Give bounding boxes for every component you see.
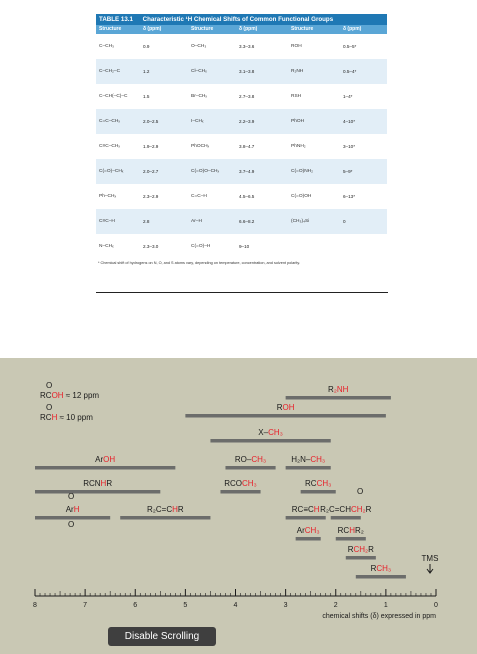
shift-range-bar [35,516,110,520]
aldehyde-label: RCH ≈ 10 ppm [40,413,93,422]
x-tick-label: 1 [383,602,388,609]
shift-range-bar [35,466,175,470]
structure-cell: Br–CHₓ [191,94,207,99]
shift-range-bar [35,490,160,494]
shift-range-bar [346,556,376,560]
shift-range-bar [220,490,260,494]
structure-cell: C≡C–CHₓ [99,144,120,149]
shift-cell: 3.8–4.7 [239,144,255,149]
bar-label: H₂N–CH₃ [291,455,326,464]
shift-cell: 0.5–5* [343,44,357,49]
shift-range-bar [225,466,275,470]
shift-cell: 6.6–8.2 [239,219,255,224]
structure-cell: C(=O)NH₂ [291,169,313,174]
table-title-bar [96,14,387,25]
table-title: Characteristic ¹H Chemical Shifts of Common Functional Groups [142,16,334,23]
table-row [96,134,387,159]
structure-cell: PhOCHₓ [191,144,210,149]
table-row [96,34,387,59]
bar-label: RCCH₃ [305,479,332,488]
structure-cell: C=C–H [191,194,207,199]
bar-label: RCH₂R [347,545,374,554]
table-header-row [96,25,387,34]
chemical-shift-chart [0,358,477,654]
shift-cell: 6–13* [343,194,356,199]
bar-label: X–CH₃ [258,428,283,437]
shift-cell: 2.3–3.0 [143,244,159,249]
bar-label: R₂C=CHCH₂R [320,505,372,514]
structure-cell: (CH₃)₄Si [291,219,310,224]
labels-layer [40,381,438,573]
shift-cell: 1.5 [143,94,150,99]
table-body [96,34,387,259]
structure-cell: Ar–H [191,219,202,224]
table-row [96,59,387,84]
table-row [96,234,387,259]
bar-label: RC≡CH [291,505,320,514]
table-bottom-rule [96,292,388,293]
shift-cell: 2.3–2.9 [143,194,159,199]
bar-label: R₂C=CHR [146,505,184,514]
structure-cell: PhOH [291,119,305,124]
shift-range-bar [296,537,321,541]
bar-label: RCHR₂ [337,526,364,535]
table-number: TABLE 13.1 [99,16,133,23]
table-row [96,209,387,234]
disable-scrolling-button[interactable]: Disable Scrolling [108,627,216,646]
carbonyl-oxygen-mark: O [46,403,53,412]
shift-range-bar [356,575,406,579]
structure-cell: PhNH₂ [291,144,306,149]
tms-label: TMS [421,554,439,563]
shift-cell: 1.9–2.9 [143,144,159,149]
shift-cell: 2.2–3.9 [239,119,255,124]
shift-cell: 3–10* [343,144,356,149]
shift-range-bar [210,439,330,443]
x-tick-label: 8 [33,602,37,609]
shift-range-bar [336,537,366,541]
bar-label: ArCH₃ [296,526,320,535]
structure-cell: I–CHₓ [191,119,204,124]
carbonyl-oxygen-mark: O [357,487,364,496]
table-row [96,159,387,184]
shift-cell: 9–10 [239,244,250,249]
bar-label: R₂NH [328,385,349,394]
x-tick-label: 4 [233,602,238,609]
bar-label: RCH₃ [370,564,392,573]
carboxylic-acid-label: RCOH ≈ 12 ppm [40,391,100,400]
table-row [96,84,387,109]
table-row [96,184,387,209]
structure-cell: Cl–CHₓ [191,69,207,74]
x-tick-label: 5 [183,602,188,609]
structure-cell: C(=O)O–CHₓ [191,169,220,174]
shift-cell: 4–10* [343,119,356,124]
carbonyl-oxygen-mark: O [68,492,75,501]
shift-cell: 0.9 [143,44,150,49]
structure-cell: N–CHₓ [99,244,114,249]
shift-cell: 2.0–2.5 [143,119,159,124]
shift-cell: 3.1–3.8 [239,69,255,74]
x-tick-label: 2 [333,602,338,609]
shift-range-bar [301,490,336,494]
structure-cell: C≡C–H [99,219,115,224]
bar-label: RCOCH₃ [224,479,257,488]
structure-cell: ROH [291,44,302,49]
bar-label: ROH [276,403,295,412]
structure-cell: C(=O)–CHₓ [99,169,124,174]
shift-cell: 3.3–3.6 [239,44,255,49]
shift-range-bar [185,414,386,418]
shift-cell: 2.0–2.7 [143,169,159,174]
shift-range-bar [120,516,210,520]
header-structure-3: Structure [291,26,314,32]
bar-label: ArOH [95,455,116,464]
header-shift-3: δ (ppm) [343,26,362,32]
structure-cell: C–CH(–C)–C [99,94,128,99]
bar-label: RCNHR [83,479,113,488]
shift-table [96,14,387,265]
x-axis-label: chemical shifts (δ) expressed in ppm [322,613,436,620]
header-shift-2: δ (ppm) [239,26,258,32]
carbonyl-oxygen-mark: O [68,520,75,529]
bar-label: RO–CH₃ [234,455,267,464]
x-tick-label: 6 [133,602,138,609]
table-footnote: * Chemical shift of hydrogens on N, O, and S atoms vary, depending on temperature, concentration, and solvent polarity. [98,261,301,265]
shift-cell: 2.8 [143,219,150,224]
structure-cell: O–CH₃ [191,44,207,49]
shift-cell: 5–9* [343,169,353,174]
shift-cell: 4.5–6.5 [239,194,255,199]
shift-cell: 3.7–4.9 [239,169,255,174]
structure-cell: C(=O)–H [191,244,211,249]
x-tick-label: 7 [83,602,88,609]
shift-range-bar [286,466,331,470]
structure-cell: C–CH₂–C [99,69,121,74]
shift-cell: 0 [343,219,346,224]
structure-cell: C–CH₃ [99,44,115,49]
header-structure-1: Structure [99,26,122,32]
structure-cell: C(=O)OH [291,194,312,199]
header-structure-2: Structure [191,26,214,32]
shift-cell: 1.2 [143,69,150,74]
chart-canvas [0,358,477,654]
shift-range-bar [286,516,326,520]
table-row [96,109,387,134]
tms-arrow-icon [427,564,433,573]
structure-cell: RSH [291,94,302,99]
x-axis [33,589,438,620]
bar-label: ArH [65,505,80,514]
structure-cell: C=C–CHₓ [99,119,120,124]
structure-cell: R₂NH [291,69,304,74]
x-tick-label: 0 [434,602,438,609]
shift-range-bar [331,516,361,520]
structure-cell: Ph–CHₓ [99,194,117,199]
shift-cell: 0.5–4* [343,69,357,74]
carbonyl-oxygen-mark: O [46,381,53,390]
shift-range-bar [286,396,391,400]
x-tick-label: 3 [283,602,288,609]
shift-cell: 1–4* [343,94,353,99]
shift-cell: 2.7–3.8 [239,94,255,99]
header-shift-1: δ (ppm) [143,26,162,32]
